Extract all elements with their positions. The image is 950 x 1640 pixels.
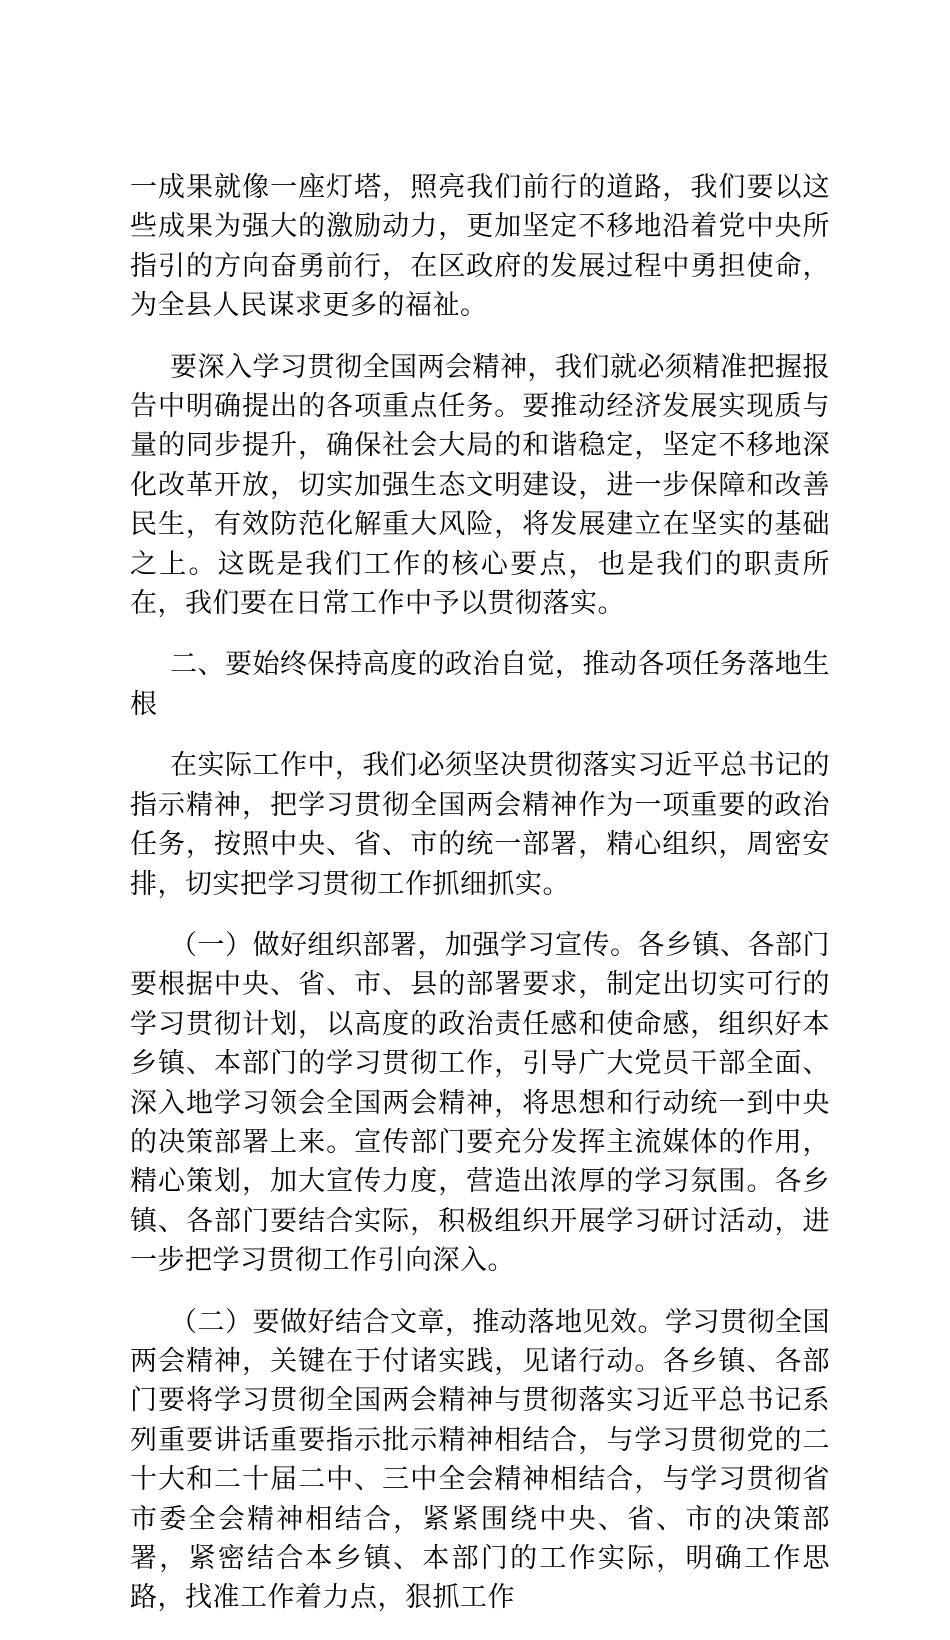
- paragraph-key-tasks: 要深入学习贯彻全国两会精神，我们就必须精准把握报告中明确提出的各项重点任务。要推动经济发展实现质与量的同步提升，确保社会大局的和谐稳定，坚定不移地深化改革开放，切实加强生态文明建设，进一步保障和改善民生，有效防范化解重大风险，将发展建立在坚实的基础之上。这既是我们工作的核心要点，也是我们的职责所在，我们要在日常工作中予以贯彻落实。: [130, 351, 830, 620]
- paragraph-item-two: （二）要做好结合文章，推动落地见效。学习贯彻全国两会精神，关键在于付诸实践，见诸行动。各乡镇、各部门要将学习贯彻全国两会精神与贯彻落实习近平总书记系列重要讲话重要指示批示精神相结合，与学习贯彻党的二十大和二十届二中、三中全会精神相结合，与学习贯彻省市委全会精神相结合，紧紧围绕中央、省、市的决策部署，紧密结合本乡镇、本部门的工作实际，明确工作思路，找准工作着力点，狠抓工作: [130, 1306, 830, 1614]
- document-page: [130, 168, 830, 1640]
- section-heading-two: 二、要始终保持高度的政治自觉，推动各项任务落地生根: [130, 649, 830, 720]
- paragraph-item-one: （一）做好组织部署，加强学习宣传。各乡镇、各部门要根据中央、省、市、县的部署要求，制定出切实可行的学习贯彻计划，以高度的政治责任感和使命感，组织好本乡镇、本部门的学习贯彻工作，引导广大党员干部全面、深入地学习领会全国两会精神，将思想和行动统一到中央的决策部署上来。宣传部门要充分发挥主流媒体的作用，精心策划，加大宣传力度，营造出浓厚的学习氛围。各乡镇、各部门要结合实际，积极组织开展学习研讨活动，进一步把学习贯彻工作引向深入。: [130, 929, 830, 1277]
- paragraph-practical-work: 在实际工作中，我们必须坚决贯彻落实习近平总书记的指示精神，把学习贯彻全国两会精神作为一项重要的政治任务，按照中央、省、市的统一部署，精心组织，周密安排，切实把学习贯彻工作抓细抓实。: [130, 750, 830, 900]
- paragraph-continuation: 一成果就像一座灯塔，照亮我们前行的道路，我们要以这些成果为强大的激励动力，更加坚定不移地沿着党中央所指引的方向奋勇前行，在区政府的发展过程中勇担使命，为全县人民谋求更多的福祉。: [130, 172, 830, 322]
